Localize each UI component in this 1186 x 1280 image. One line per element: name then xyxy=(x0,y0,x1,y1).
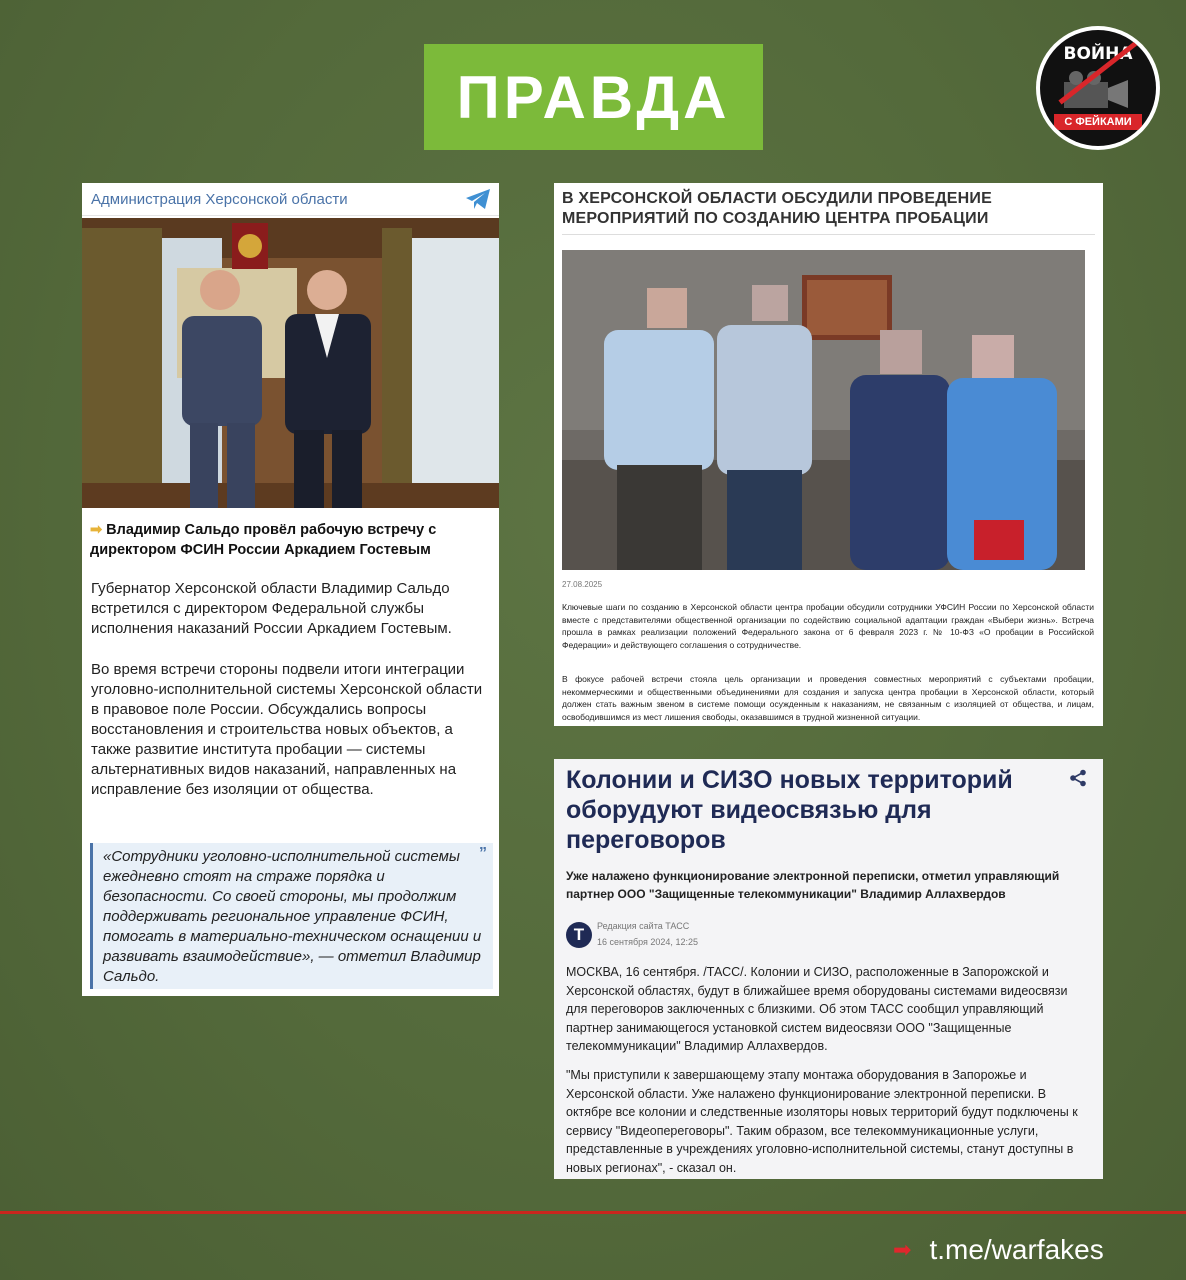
post-paragraph-1: Губернатор Херсонской области Владимир Сальдо встретился с директором Федеральной службы исполнения наказаний России Аркадием Гостевым. xyxy=(91,580,452,637)
arrow-right-icon: ➡ xyxy=(90,522,103,538)
article-paragraph-2: В фокусе рабочей встречи стояла цель организации и проведения совместных мероприятий с субъектами пробации, некоммерческими и общественными объединениями для создания и запуска центра пробации в Херсонской области, который должен стать важным звеном в системе помощи осужденным к наказаниям, не связанным с изоляцией от общества, и лицам, освободившимся из мест лишения свободы, оказавшимся в трудной жизненной ситуации. xyxy=(562,674,1094,722)
article-date: 27.08.2025 xyxy=(562,580,603,589)
tass-paragraph-2: "Мы приступили к завершающему этапу монтажа оборудования в Запорожье и Херсонской области. Уже налажено функционирование электронной переписки. В октябре все колонии и следственные изоляторы новых территорий будут подключены к сервису "Видеопереговоры". Таким образом, все телекоммуникационные услуги, представленные в учреждениях уголовно-исполнительной системы, станут доступны в новых регионах", - сказал он. xyxy=(566,1068,1078,1175)
article-title: В ХЕРСОНСКОЙ ОБЛАСТИ ОБСУДИЛИ ПРОВЕДЕНИЕ МЕРОПРИЯТИЙ ПО СОЗДАНИЮ ЦЕНТРА ПРОБАЦИИ xyxy=(562,190,993,227)
meeting-photo xyxy=(82,218,499,508)
post-quote xyxy=(90,843,493,989)
logo-band-text: С ФЕЙКАМИ xyxy=(1054,114,1142,130)
tass-logo-icon: Т xyxy=(566,922,592,948)
post-title xyxy=(90,520,490,560)
share-icon[interactable] xyxy=(1069,769,1087,787)
article-paragraph-1: Ключевые шаги по созданию в Херсонской области центра пробации обсудили сотрудники УФСИН России по Херсонской области вместе с представителями общественной организации по содействию социальной адаптации граждан «Выбери жизнь». Встреча прошла в рамках реализации положений Федерального закона от 6 февраля 2023 г. № 10-ФЗ «О пробации в Российской Федерации» и действующего соглашения о сотрудничестве. xyxy=(562,602,1094,650)
telegram-post-card xyxy=(82,183,499,996)
verdict-badge: ПРАВДА xyxy=(424,44,763,150)
war-on-fakes-logo xyxy=(1036,26,1160,150)
probation-article-card xyxy=(554,183,1103,726)
footer-divider xyxy=(0,1211,1186,1214)
tass-datetime: 16 сентября 2024, 12:25 xyxy=(597,937,698,947)
quote-text: «Сотрудники уголовно-исполнительной системы ежедневно стоят на страже порядка и безопасности. Со своей стороны, мы продолжим поддерживать региональное управление ФСИН, помогать в материально-техническом оснащении и развивать взаимодействие», — отметил Владимир Сальдо. xyxy=(103,848,482,985)
post-title-text: Владимир Сальдо провёл рабочую встречу с директором ФСИН России Аркадием Гостевым xyxy=(90,522,437,558)
quote-icon: ” xyxy=(479,845,487,862)
post-header xyxy=(82,183,499,216)
tass-paragraph-1: МОСКВА, 16 сентября. /ТАСС/. Колонии и СИЗО, расположенные в Запорожской и Херсонской областях, будут в ближайшее время оборудованы системами видеосвязи для переговоров заключенных с близкими. Об этом ТАСС сообщил управляющий партнер занимающегося установкой систем видеосвязи ООО "Защищенные телекоммуникации" Владимир Аллахвердов. xyxy=(566,965,1068,1054)
group-photo xyxy=(562,250,1085,570)
tass-article-card xyxy=(554,759,1103,1179)
divider xyxy=(562,234,1095,235)
post-paragraph-2: Во время встречи стороны подвели итоги интеграции уголовно-исполнительной системы Херсонской области в правовое поле России. Обсуждались вопросы восстановления и строительства новых объектов, а также развитие института пробации — системы альтернативных видов наказаний, направленных на исправление без изоляции от общества. xyxy=(91,661,483,798)
arrow-right-icon: ➡ xyxy=(893,1237,912,1262)
tass-subtitle: Уже налажено функционирование электронной переписки, отметил управляющий партнер ООО "Защищенные телекоммуникации" Владимир Аллахвердов xyxy=(566,869,1060,901)
logo-top-text: ВОЙНА xyxy=(1063,44,1133,64)
telegram-icon[interactable] xyxy=(465,188,491,210)
footer xyxy=(893,1230,1104,1270)
channel-name[interactable]: Администрация Херсонской области xyxy=(91,190,348,208)
channel-link[interactable]: t.me/warfakes xyxy=(929,1234,1104,1265)
tass-title: Колонии и СИЗО новых территорий оборудуют видеосвязью для переговоров xyxy=(566,766,1013,854)
tass-author[interactable]: Редакция сайта ТАСС xyxy=(597,921,690,931)
